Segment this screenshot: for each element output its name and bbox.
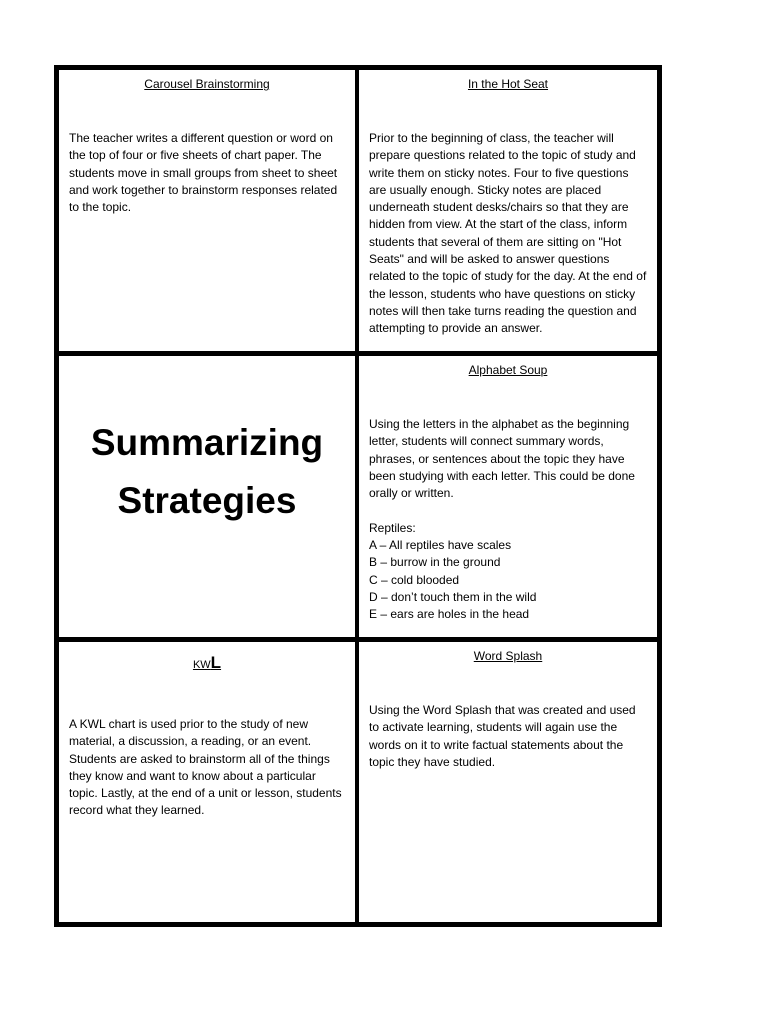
card-title-big: L (210, 653, 222, 672)
card-kwl (59, 642, 355, 922)
page-title (59, 414, 355, 530)
card-in-the-hot-seat (359, 70, 657, 351)
card-alphabet-soup (359, 356, 657, 637)
card-title-small: KW (192, 659, 211, 671)
card-title: Alphabet Soup (468, 363, 548, 377)
page-title-line-2: Strategies (117, 480, 297, 521)
card-title: Carousel Brainstorming (144, 77, 270, 91)
card-title (69, 652, 345, 674)
card-title: In the Hot Seat (467, 77, 549, 91)
page-title-line-1: Summarizing (90, 422, 324, 463)
card-body: Using the Word Splash that was created and used to activate learning, students will again use the words on it to write factual statements about the topic they have studied. (369, 703, 636, 769)
card-body: Using the letters in the alphabet as the beginning letter, students will connect summary words, phrases, or sentences about the topic they have been studying with each letter. This could be done orally or written. Reptiles: A – All reptiles have scales B – burrow in the ground C – cold blooded D – don’t touch them in the wild E – ears are holes in the head (369, 417, 635, 622)
card-title: Word Splash (473, 649, 543, 663)
card-body: The teacher writes a different question or word on the top of four or five sheets of chart paper. The students move in small groups from sheet to sheet and work together to brainstorm responses related to the topic. (69, 131, 338, 215)
strategy-card-grid (54, 65, 662, 927)
card-body: Prior to the beginning of class, the teacher will prepare questions related to the topic of study and write them on sticky notes. Four to five questions are usually enough. Sticky notes are placed underneath student desks/chairs so that they are hidden from view. At the start of the class, inform students that several of them are sitting on "Hot Seats" and will be asked to answer questions related to the topic of study for the day. At the end of the lesson, students who have questions on sticky notes will then take turns reading the question and attempting to provide an answer. (369, 131, 647, 336)
card-body: A KWL chart is used prior to the study of new material, a discussion, a reading, or an event. Students are asked to brainstorm all of the things they know and want to know about a particular topic. Lastly, at the end of a unit or lesson, students record what they learned. (69, 717, 342, 818)
card-word-splash (359, 642, 657, 922)
card-carousel-brainstorming (59, 70, 355, 351)
card-summarizing-strategies (59, 356, 355, 637)
